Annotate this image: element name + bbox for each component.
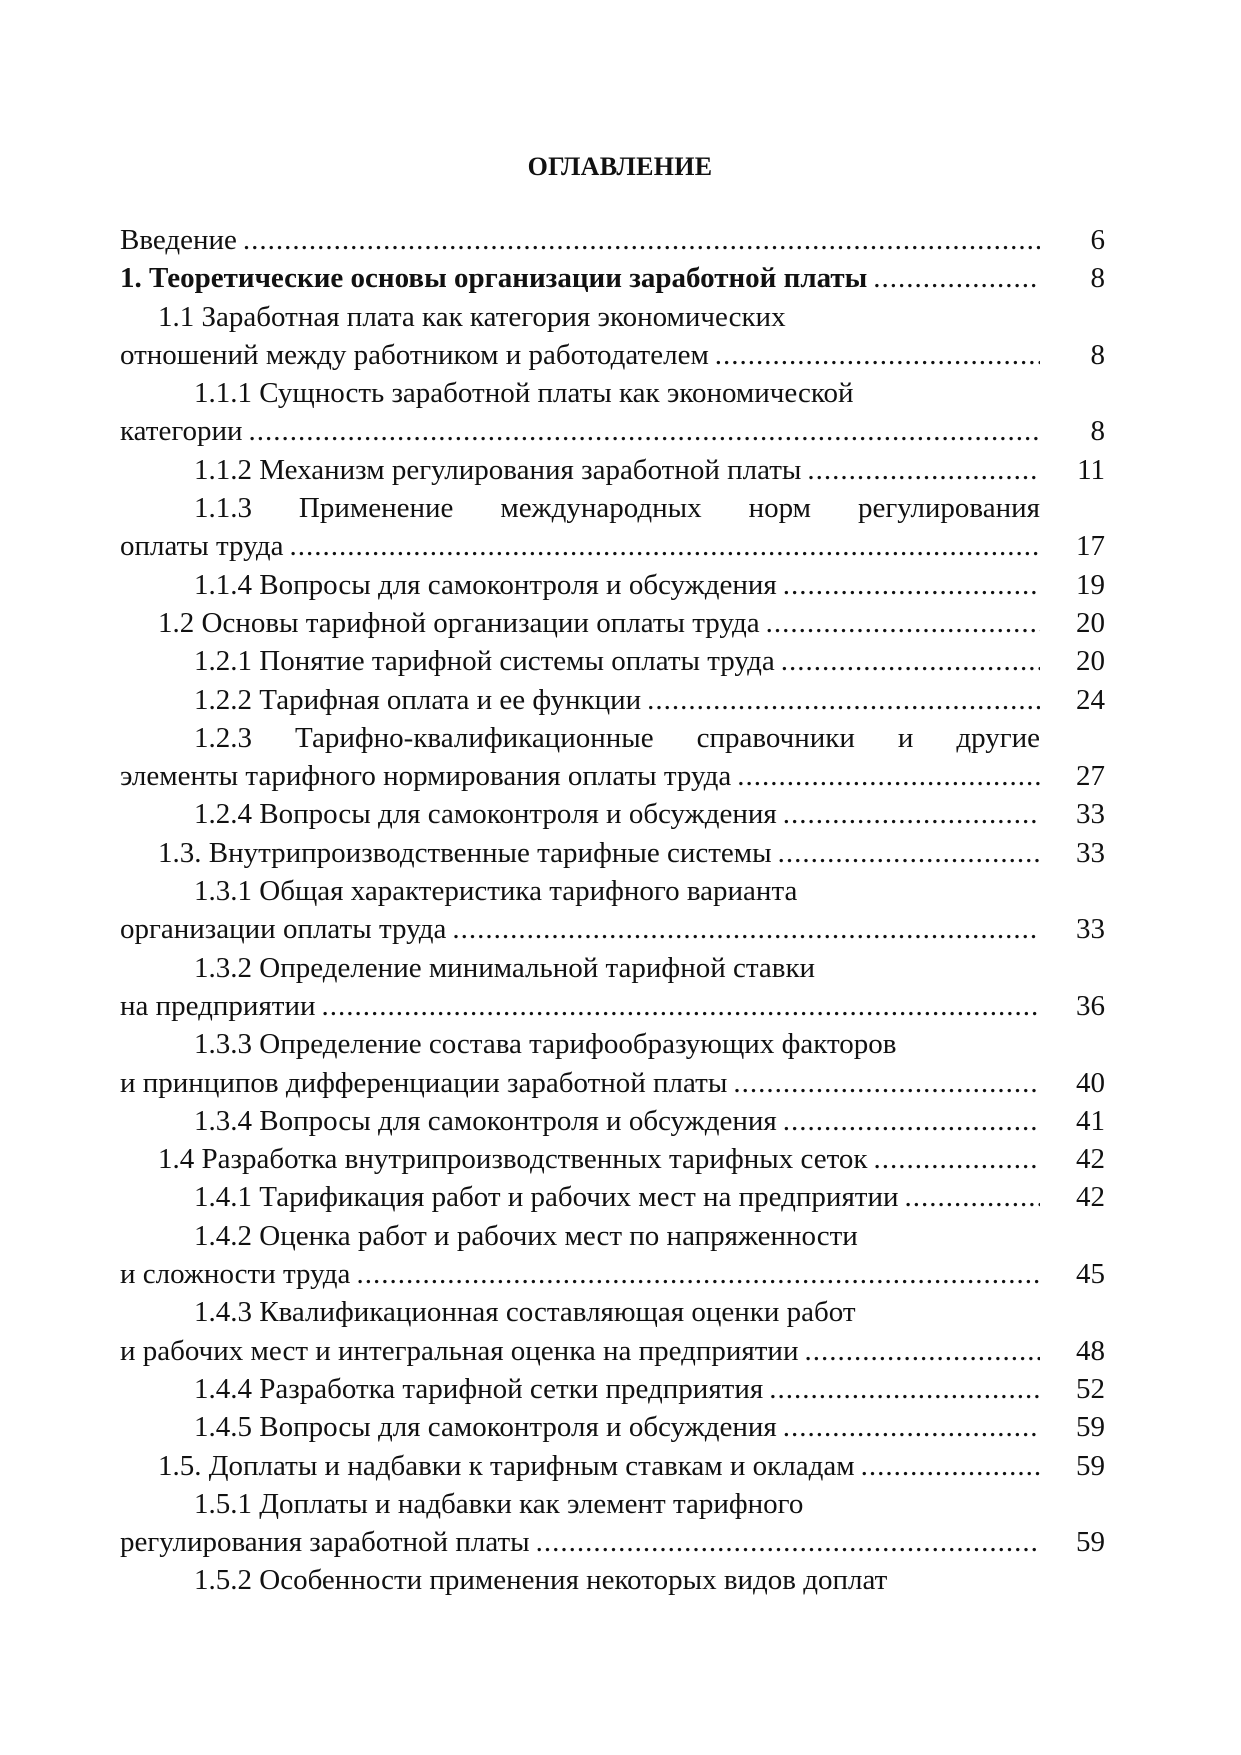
toc-entry-text: 1.2.3 Тарифно-квалификационные справочники и другие bbox=[194, 721, 1040, 754]
toc-entry bbox=[120, 987, 1105, 1025]
leader-dots bbox=[781, 642, 1040, 680]
toc-page-number: 33 bbox=[1076, 836, 1105, 869]
toc-entry-text: 1.1.3 Применение международных норм регулирования bbox=[194, 492, 1040, 525]
leader-dots bbox=[807, 451, 1040, 489]
toc-page-number: 48 bbox=[1076, 1334, 1105, 1367]
toc-page-number: 59 bbox=[1076, 1526, 1105, 1559]
toc-page-number: 8 bbox=[1090, 415, 1105, 448]
leader-dots bbox=[452, 910, 1040, 948]
leader-dots bbox=[873, 259, 1040, 297]
toc-entry bbox=[120, 1408, 1105, 1446]
leader-dots bbox=[715, 336, 1040, 374]
toc-entry bbox=[120, 834, 1105, 872]
toc-page-number: 8 bbox=[1090, 338, 1105, 371]
toc-entry bbox=[120, 1102, 1105, 1140]
toc-entry-text: и сложности труда bbox=[120, 1258, 351, 1291]
toc-entry-text: 1.4.1 Тарификация работ и рабочих мест на предприятии bbox=[194, 1181, 899, 1214]
toc-entry-text: 1.3.2 Определение минимальной тарифной ставки bbox=[194, 951, 816, 984]
toc-entry-text: 1.3.3 Определение состава тарифообразующих факторов bbox=[194, 1028, 897, 1061]
toc-entry bbox=[120, 757, 1105, 795]
toc-entry bbox=[120, 1178, 1105, 1216]
toc-entry-text: 1.4.3 Квалификационная составляющая оценки работ bbox=[194, 1296, 856, 1329]
toc-entry-text: регулирования заработной платы bbox=[120, 1526, 530, 1559]
toc-page-number: 40 bbox=[1076, 1066, 1105, 1099]
toc-entry-text: 1.5. Доплаты и надбавки к тарифным ставкам и окладам bbox=[158, 1449, 855, 1482]
leader-dots bbox=[249, 412, 1040, 450]
toc-entry bbox=[120, 1217, 1105, 1255]
leader-dots bbox=[783, 566, 1040, 604]
toc-title: ОГЛАВЛЕНИЕ bbox=[527, 152, 713, 181]
toc-entry bbox=[120, 1332, 1105, 1370]
toc-entry-text: 1. Теоретические основы организации заработной платы bbox=[120, 262, 868, 295]
leader-dots bbox=[356, 1255, 1040, 1293]
leader-dots bbox=[905, 1178, 1041, 1216]
leader-dots bbox=[769, 1370, 1040, 1408]
toc-entry bbox=[120, 1561, 1105, 1599]
leader-dots bbox=[861, 1447, 1040, 1485]
toc-page-number: 59 bbox=[1076, 1411, 1105, 1444]
leader-dots bbox=[766, 604, 1040, 642]
toc-entry bbox=[120, 681, 1105, 719]
toc-entry bbox=[120, 1293, 1105, 1331]
toc-entry-text: организации оплаты труда bbox=[120, 913, 447, 946]
toc-entry-text: 1.1 Заработная плата как категория экономических bbox=[158, 300, 786, 333]
toc-entry bbox=[120, 719, 1105, 757]
leader-dots bbox=[783, 1102, 1040, 1140]
toc-entry-text: 1.3.1 Общая характеристика тарифного варианта bbox=[194, 875, 798, 908]
toc-page-number: 59 bbox=[1076, 1449, 1105, 1482]
toc-entry-text: категории bbox=[120, 415, 243, 448]
toc-page-number: 27 bbox=[1076, 760, 1105, 793]
leader-dots bbox=[873, 1140, 1040, 1178]
toc-entry-text: элементы тарифного нормирования оплаты труда bbox=[120, 760, 732, 793]
toc-entry bbox=[120, 489, 1105, 527]
leader-dots bbox=[243, 221, 1040, 259]
toc-entry bbox=[120, 527, 1105, 565]
toc-entry-text: и рабочих мест и интегральная оценка на предприятии bbox=[120, 1334, 799, 1367]
toc-entry-text: 1.5.1 Доплаты и надбавки как элемент тарифного bbox=[194, 1487, 804, 1520]
toc-entry bbox=[120, 604, 1105, 642]
toc-entry-text: на предприятии bbox=[120, 989, 316, 1022]
leader-dots bbox=[536, 1523, 1040, 1561]
toc-entry-text: 1.3. Внутрипроизводственные тарифные системы bbox=[158, 836, 772, 869]
toc-entry bbox=[120, 1255, 1105, 1293]
toc-entry bbox=[120, 1485, 1105, 1523]
toc-page-number: 45 bbox=[1076, 1258, 1105, 1291]
toc-page-number: 36 bbox=[1076, 989, 1105, 1022]
toc-entry bbox=[120, 412, 1105, 450]
toc-page-number: 20 bbox=[1076, 645, 1105, 678]
toc-entry-text: 1.2.4 Вопросы для самоконтроля и обсуждения bbox=[194, 798, 777, 831]
toc-entry bbox=[120, 374, 1105, 412]
leader-dots bbox=[733, 1064, 1040, 1102]
toc-entry-text: 1.2.1 Понятие тарифной системы оплаты труда bbox=[194, 645, 775, 678]
toc-entry-text: и принципов дифференциации заработной платы bbox=[120, 1066, 728, 1099]
toc-page-number: 11 bbox=[1077, 453, 1105, 486]
toc-page-number: 33 bbox=[1076, 913, 1105, 946]
toc-entry bbox=[120, 1140, 1105, 1178]
toc-entry-text: 1.4 Разработка внутрипроизводственных тарифных сеток bbox=[158, 1143, 868, 1176]
toc-entry-text: 1.3.4 Вопросы для самоконтроля и обсуждения bbox=[194, 1104, 777, 1137]
toc-entry bbox=[120, 1064, 1105, 1102]
leader-dots bbox=[289, 527, 1040, 565]
toc-entry-text: оплаты труда bbox=[120, 530, 284, 563]
toc-entry bbox=[120, 1447, 1105, 1485]
toc-entry bbox=[120, 451, 1105, 489]
leader-dots bbox=[778, 834, 1040, 872]
toc-entry bbox=[120, 1025, 1105, 1063]
toc-entry-text: 1.4.5 Вопросы для самоконтроля и обсуждения bbox=[194, 1411, 777, 1444]
toc-entry-text: Введение bbox=[120, 224, 237, 256]
toc-entry bbox=[120, 1370, 1105, 1408]
toc-entry bbox=[120, 566, 1105, 604]
table-of-contents bbox=[120, 221, 1105, 1600]
leader-dots bbox=[783, 795, 1040, 833]
toc-entry-text: 1.2 Основы тарифной организации оплаты труда bbox=[158, 606, 760, 639]
toc-page-number: 19 bbox=[1076, 568, 1105, 601]
toc-entry-text: 1.1.1 Сущность заработной платы как экономической bbox=[194, 377, 854, 410]
toc-entry-text: 1.1.2 Механизм регулирования заработной платы bbox=[194, 453, 802, 486]
toc-entry bbox=[120, 259, 1105, 297]
leader-dots bbox=[322, 987, 1041, 1025]
toc-page-number: 52 bbox=[1076, 1372, 1105, 1405]
toc-entry-text: 1.1.4 Вопросы для самоконтроля и обсуждения bbox=[194, 568, 777, 601]
leader-dots bbox=[737, 757, 1040, 795]
toc-entry bbox=[120, 949, 1105, 987]
leader-dots bbox=[804, 1332, 1040, 1370]
toc-page-number: 6 bbox=[1090, 224, 1105, 256]
toc-entry bbox=[120, 298, 1105, 336]
toc-page-number: 41 bbox=[1076, 1104, 1105, 1137]
toc-entry bbox=[120, 336, 1105, 374]
toc-entry bbox=[120, 795, 1105, 833]
toc-page-number: 17 bbox=[1076, 530, 1105, 563]
toc-entry bbox=[120, 221, 1105, 259]
toc-entry-text: 1.2.2 Тарифная оплата и ее функции bbox=[194, 683, 642, 716]
leader-dots bbox=[783, 1408, 1040, 1446]
toc-page-number: 42 bbox=[1076, 1143, 1105, 1176]
toc-entry bbox=[120, 910, 1105, 948]
toc-entry bbox=[120, 1523, 1105, 1561]
toc-page-number: 42 bbox=[1076, 1181, 1105, 1214]
toc-entry bbox=[120, 642, 1105, 680]
toc-entry bbox=[120, 872, 1105, 910]
toc-page-number: 33 bbox=[1076, 798, 1105, 831]
toc-entry-text: 1.4.2 Оценка работ и рабочих мест по напряженности bbox=[194, 1219, 858, 1252]
toc-entry-text: 1.5.2 Особенности применения некоторых видов доплат bbox=[194, 1564, 888, 1597]
toc-entry-text: отношений между работником и работодателем bbox=[120, 338, 709, 371]
toc-page-number: 8 bbox=[1090, 262, 1105, 295]
leader-dots bbox=[647, 681, 1040, 719]
toc-page-number: 24 bbox=[1076, 683, 1105, 716]
toc-entry-text: 1.4.4 Разработка тарифной сетки предприятия bbox=[194, 1372, 764, 1405]
toc-page-number: 20 bbox=[1076, 606, 1105, 639]
